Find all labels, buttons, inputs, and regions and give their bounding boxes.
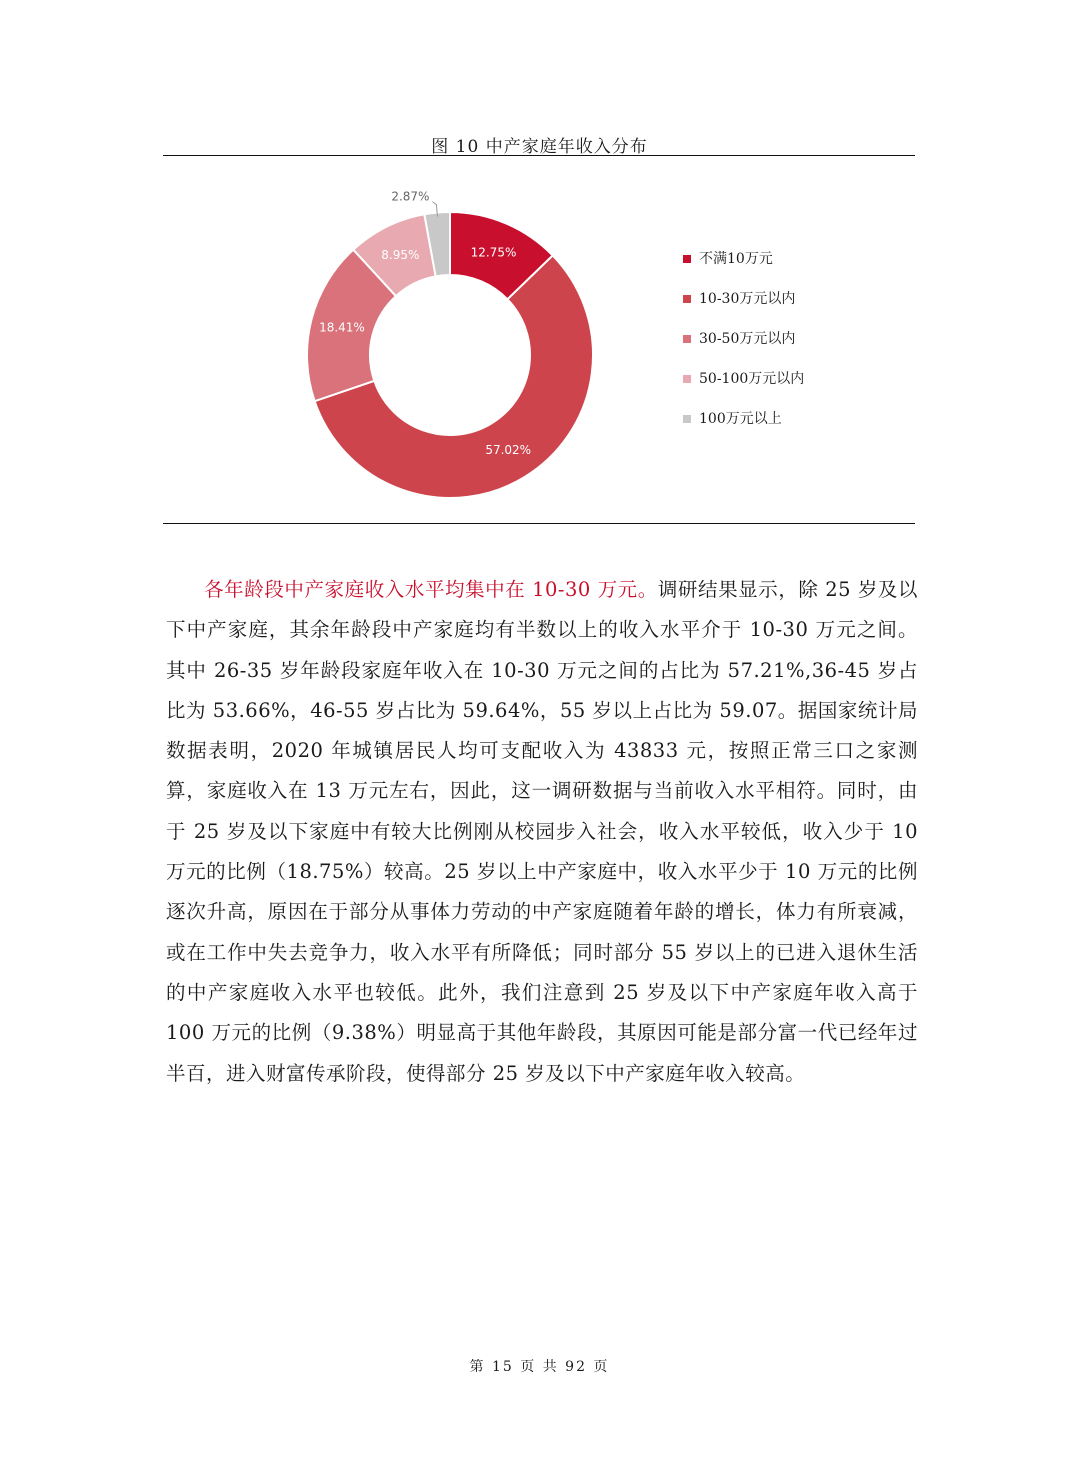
paragraph-lead: 各年龄段中产家庭收入水平均集中在 10-30 万元。 — [204, 578, 658, 601]
figure-top-rule — [163, 155, 915, 156]
legend-label: 10-30万元以内 — [699, 291, 796, 307]
paragraph-text: 调研结果显示，除 25 岁及以下中产家庭，其余年龄段中产家庭均有半数以上的收入水平介于 10-30 万元之间。其中 26-35 岁年龄段家庭年收入在 10-30 万元之间的占比为 57.21%,36-45 岁占比为 53.66%，46-55 岁占比为 59.64%，55 岁以上占比为 59.07。据国家统计局数据表明，2020 年城镇居民人均可支配收入为 43833 元，按照正常三口之家测算，家庭收入在 13 万元左右，因此，这一调研数据与当前收入水平相符。同时，由于 25 岁及以下家庭中有较大比例刚从校园步入社会，收入水平较低，收入少于 10 万元的比例（18.75%）较高。25 岁以上中产家庭中，收入水平少于 10 万元的比例逐次升高，原因在于部分从事体力劳动的中产家庭随着年龄的增长，体力有所衰减，或在工作中失去竞争力，收入水平有所降低；同时部分 55 岁以上的已进入退休生活的中产家庭收入水平也较低。此外，我们注意到 25 岁及以下中产家庭年收入高于 100 万元的比例（9.38%）明显高于其他年龄段，其原因可能是部分富一代已经年过半百，进入财富传承阶段，使得部分 25 岁及以下中产家庭年收入较高。 — [166, 578, 918, 1085]
figure-title: 图 10 中产家庭年收入分布 — [431, 137, 648, 157]
body-paragraph — [166, 570, 918, 1094]
slice-data-label: 8.95% — [381, 248, 420, 263]
slice-data-label: 2.87% — [391, 189, 430, 204]
page-footer: 第 15 页 共 92 页 — [469, 1359, 610, 1375]
legend-swatch — [683, 335, 691, 343]
slice-data-label: 57.02% — [485, 443, 532, 458]
legend-label: 50-100万元以内 — [699, 371, 805, 387]
slice-data-label: 12.75% — [470, 245, 517, 260]
legend-swatch — [683, 255, 691, 263]
legend-label: 不满10万元 — [699, 251, 773, 267]
figure-bottom-rule — [163, 523, 915, 524]
legend-label: 30-50万元以内 — [699, 331, 796, 347]
legend-swatch — [683, 415, 691, 423]
donut-chart — [300, 175, 600, 505]
legend-swatch — [683, 375, 691, 383]
legend-swatch — [683, 295, 691, 303]
legend-label: 100万元以上 — [699, 411, 782, 427]
slice-data-label: 18.41% — [319, 320, 365, 335]
